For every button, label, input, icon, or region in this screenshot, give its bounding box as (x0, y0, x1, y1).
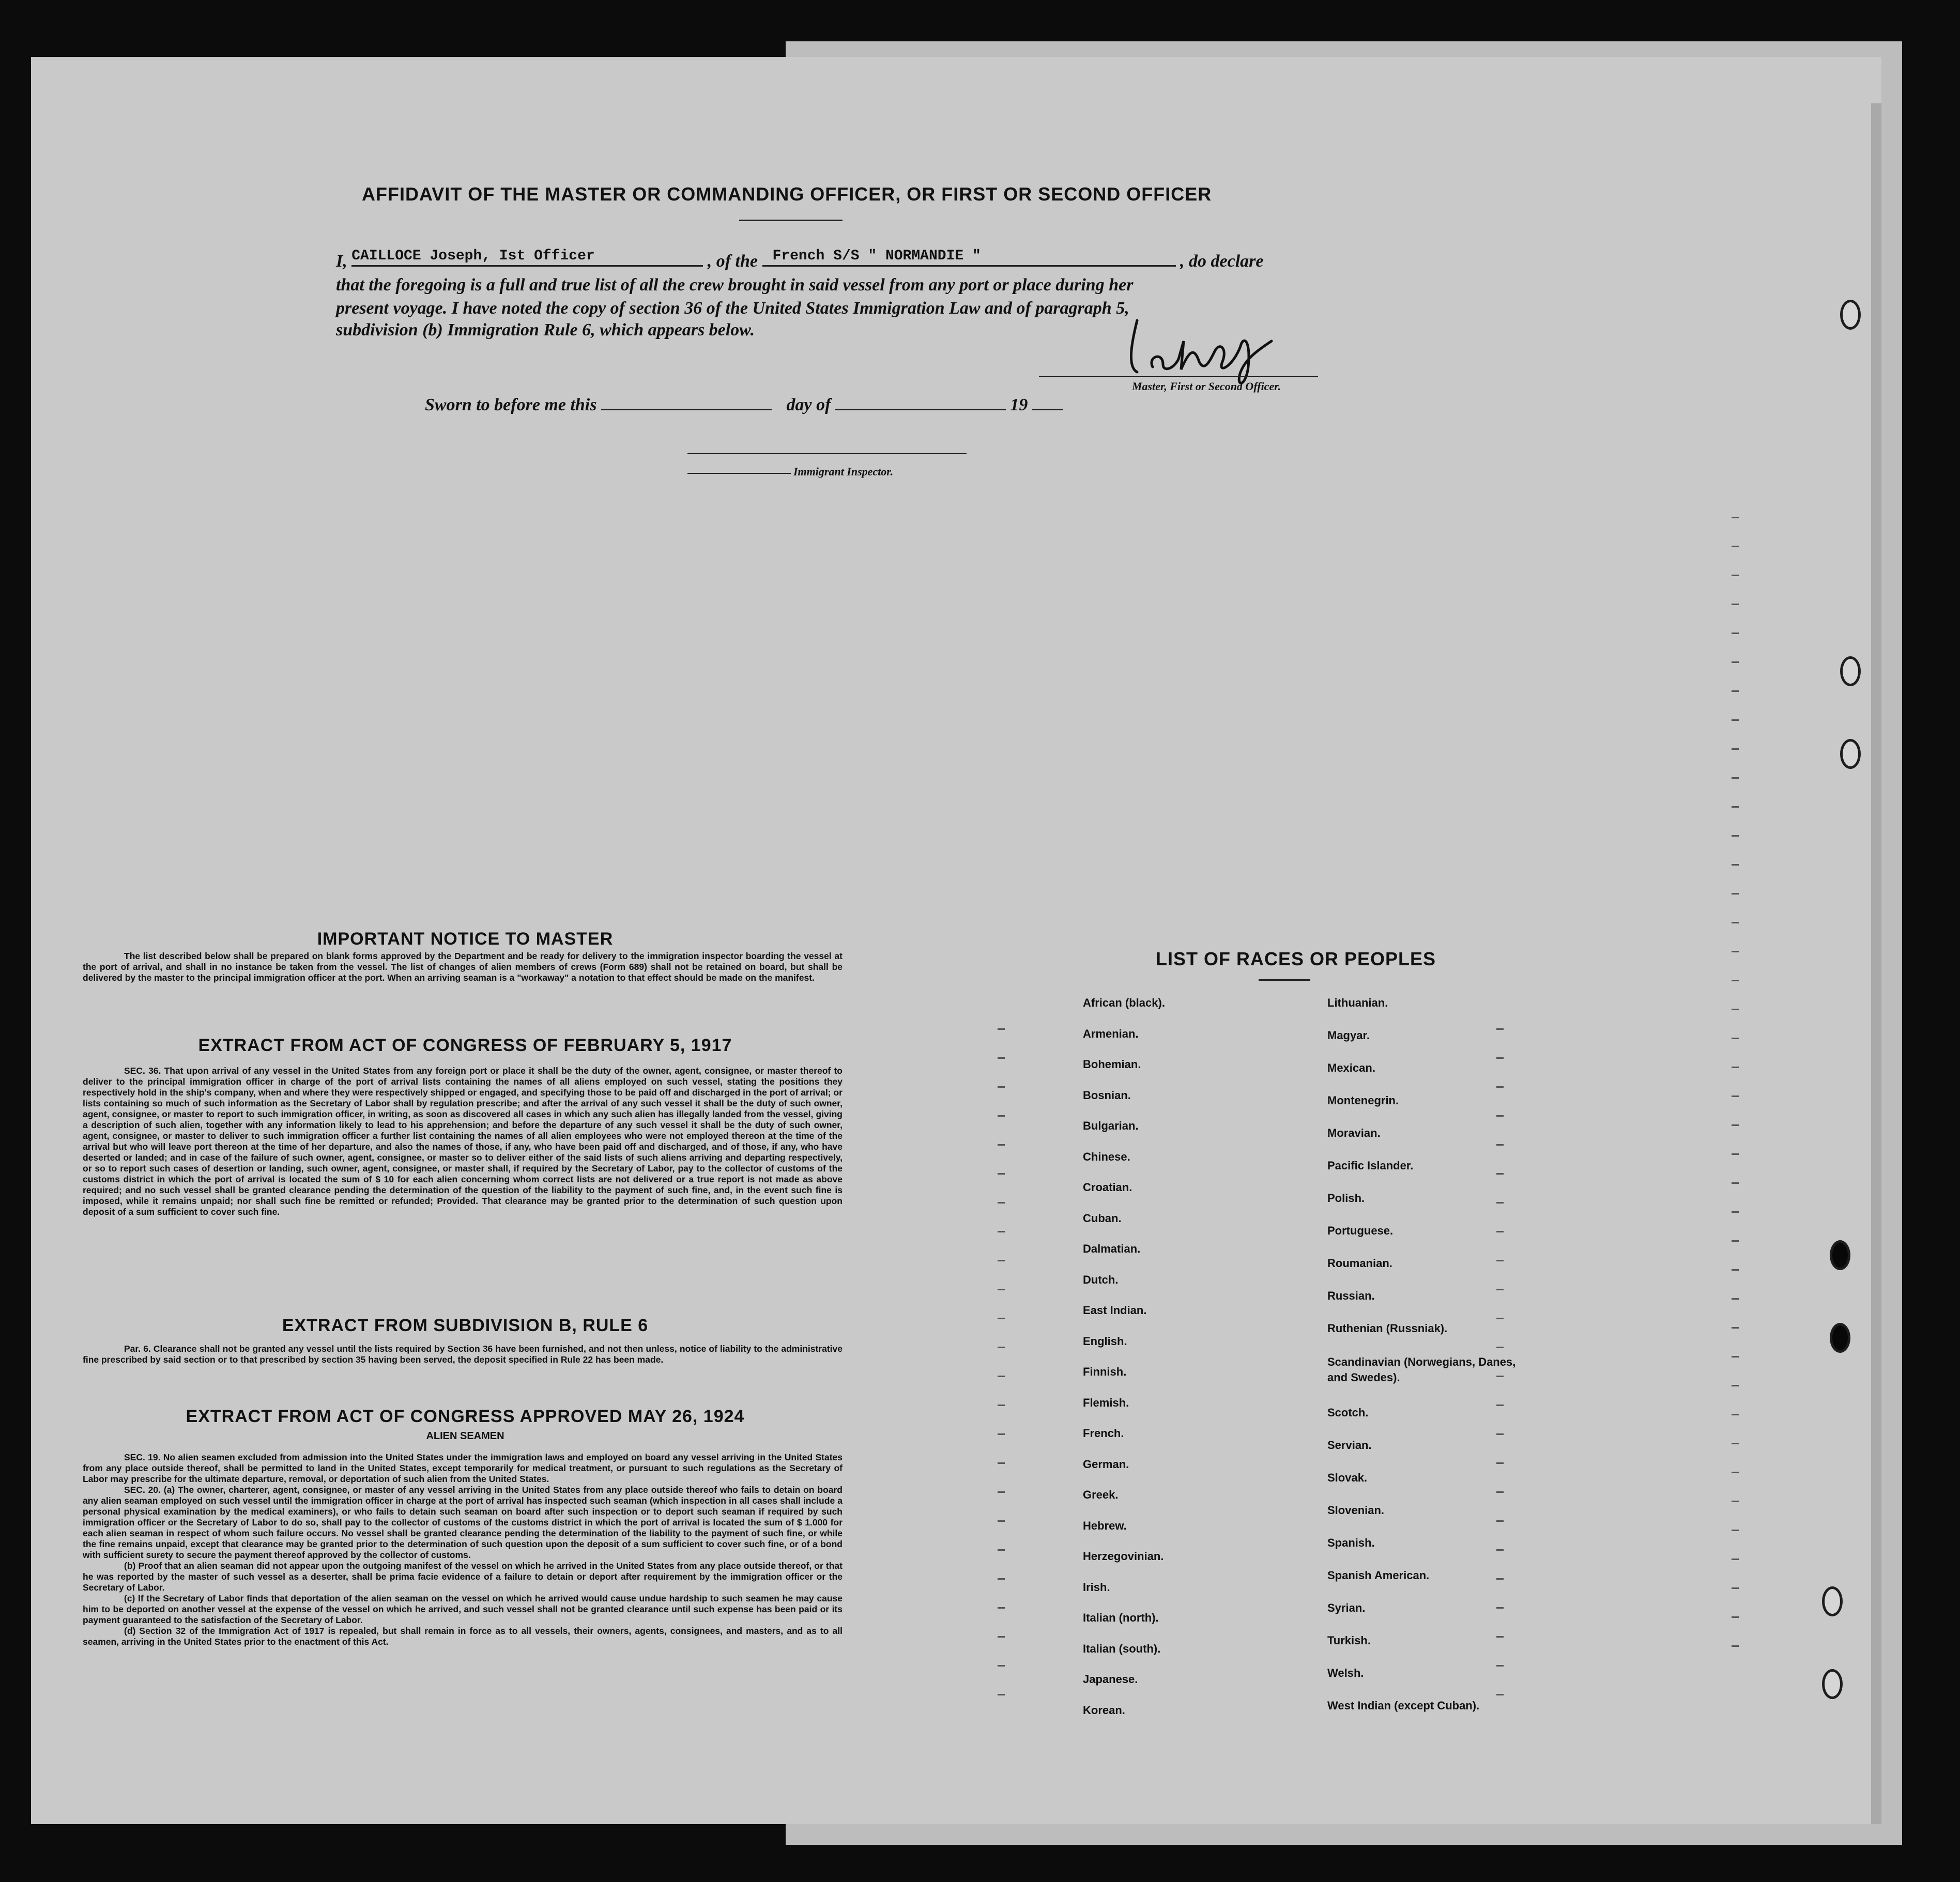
officer-name: CAILLOCE Joseph, Ist Officer (351, 248, 595, 264)
signature-line (1039, 376, 1318, 377)
race-item: Spanish. (1327, 1536, 1375, 1549)
race-item: Welsh. (1327, 1667, 1364, 1679)
inspector-caption: Immigrant Inspector. (793, 465, 894, 478)
binder-hole (1830, 1240, 1850, 1270)
sworn-year: 19 (1010, 395, 1028, 414)
sec-19-paragraph: SEC. 19. No alien seamen excluded from admission into the United States under the immigration laws and employed on board any vessel arriving in the United States from any place outside thereof, shall be permitted to land in the United States, except temporarily for medical treatment, or pursuant to such regulations as the Secretary of Labor may prescribe for the ultimate departure, removal, or deportation of such alien from the United States. (83, 1452, 843, 1484)
race-item: Magyar. (1327, 1029, 1370, 1042)
sec-20a-paragraph: SEC. 20. (a) The owner, charterer, agent, consignee, or master of any vessel arriving in the United States from any place outside thereof who fails to detain on board any alien seaman employed on such vessel until the immigration officer in charge at the port of arrival has inspected such seaman (which inspection in all cases shall include a personal physical examination by the medical examiners), or who fails to detain such seaman on board after such inspection or to deport such seaman if required by such immigration officer or the Secretary of Labor to do so, shall pay to the collector of customs of the customs district in which the port of arrival is located the sum of $ 1.000 for each alien seaman in respect of whom such failure occurs. No vessel shall be granted clearance pending the determination of the liability to the payment of such fine, or while the fine remains unpaid, except that clearance may be granted prior to the determination of such question upon the deposit of a sum sufficient to cover such fine, or of a bond with sufficient surety to secure the payment thereof approved by the collector of customs. (83, 1485, 843, 1560)
binder-hole (1840, 656, 1861, 686)
sec-20d-paragraph: (d) Section 32 of the Immigration Act of 1917 is repealed, but shall remain in force as to all vessels, their owners, agents, consignees, and masters, and as to all seamen, arriving in the United States prior to the enactment of this Act. (83, 1626, 843, 1647)
extract-1924-heading: EXTRACT FROM ACT OF CONGRESS APPROVED MAY 26, 1924 (186, 1407, 745, 1426)
race-item: Bohemian. (1083, 1058, 1141, 1071)
race-item: Lithuanian. (1327, 996, 1388, 1009)
race-item: Turkish. (1327, 1634, 1371, 1647)
race-item: Roumanian. (1327, 1257, 1392, 1270)
race-item: German. (1083, 1457, 1129, 1471)
sec-20c-paragraph: (c) If the Secretary of Labor finds that deportation of the alien seaman on the vessel on which he arrived would cause undue hardship to such seamen he may cause him to be deported on another vessel at the expense of the vessel on which he arrived, and such vessel shall not be granted clearance until such expense has been paid or its payment guaranteed to the satisfaction of the Secretary of Labor. (83, 1593, 843, 1625)
race-item: French. (1083, 1427, 1124, 1440)
race-item: Mexican. (1327, 1061, 1375, 1074)
race-item: East Indian. (1083, 1304, 1147, 1317)
bleed-through-dashes (998, 1028, 1060, 1029)
section-36-paragraph: SEC. 36. That upon arrival of any vessel in the United States from any foreign port or place it shall be the duty of the owner, agent, consignee, or master thereof to deliver to the principal immigration officer in charge of the port of arrival lists containing the names of all aliens employed on such vessel, stating the positions they respectively hold in the ship's company, when and where they were respectively shipped or engaged, and specifying those to be paid off and discharged in the port of arrival; or lists containing so much of such information as the Secretary of Labor shall by regulation prescribe; and after the arrival of any such vessel it shall be the duty of such owner, agent, consignee, or master to report to such immigration officer, in writing, as soon as discovered all cases in which any such alien has illegally landed from the vessel, giving a description of such alien, together with any information likely to lead to his apprehension; and before the departure of any such vessel it shall be the duty of such owner, agent, consignee, or master to deliver to such immigration officer a further list containing the names of all alien employees who were not employed thereon at the time of the arrival but who will leave port thereon at the time of her departure, and also the names of those, if any, who have been paid off and discharged, and of those, if any, who have deserted or landed; and in case of the failure of such owner, agent, consignee, or master so to deliver either of the said lists of such aliens arriving and departing respectively, or so to report such cases of desertion or landing, such owner, agent, consignee, or master shall, if required by the Secretary of Labor, pay to the collector of customs of the customs district in which the port of arrival is located the sum of $ 10 for each alien concerning whom correct lists are not delivered or a true report is not made as above required; and no such vessel shall be granted clearance pending the determination of the question of the liability to the payment of such fine, and, in the event such fine is imposed, while it remains unpaid; nor shall such fine be remitted or refunded; Provided. That clearance may be granted prior to the determination of such question upon deposit of a sum sufficient to cover such fine. (83, 1066, 843, 1217)
race-item: Herzegovinian. (1083, 1550, 1164, 1563)
race-item: Italian (north). (1083, 1611, 1159, 1624)
extract-1917-text (83, 1066, 843, 1217)
notice-paragraph: The list described below shall be prepared on blank forms approved by the Department and be ready for delivery to the immigration inspector boarding the vessel at the port of arrival, and shall in no instance be taken from the vessel. The list of changes of alien members of crews (Form 689) shall not be retained on board, but shall be delivered by the master to the principal immigration officer at the port. When an arriving seaman is a "workaway" a notation to that effect should be made on the manifest. (83, 951, 843, 983)
race-item: Scandinavian (Norwegians, Danes, and Swedes). (1327, 1355, 1516, 1384)
race-item: Irish. (1083, 1580, 1110, 1594)
extract-rule6-heading: EXTRACT FROM SUBDIVISION B, RULE 6 (282, 1316, 649, 1335)
races-heading: LIST OF RACES OR PEOPLES (1156, 948, 1436, 969)
race-item: Pacific Islander. (1327, 1159, 1414, 1172)
race-item: Bulgarian. (1083, 1119, 1139, 1132)
race-item: Moravian. (1327, 1127, 1381, 1139)
declaration-line-3: present voyage. I have noted the copy of section 36 of the United States Immigration Law and of paragraph 5, (336, 299, 1129, 318)
race-item: Ruthenian (Russniak). (1327, 1322, 1448, 1335)
notice-heading: IMPORTANT NOTICE TO MASTER (317, 929, 614, 949)
affidavit-heading: AFFIDAVIT OF THE MASTER OR COMMANDING OFFICER, OR FIRST OR SECOND OFFICER (362, 183, 1212, 205)
race-item: Portuguese. (1327, 1224, 1394, 1237)
binder-hole (1840, 300, 1861, 330)
extract-1924-text (83, 1452, 843, 1647)
race-item: West Indian (except Cuban). (1327, 1699, 1480, 1712)
race-item: Chinese. (1083, 1150, 1130, 1163)
race-item: African (black). (1083, 996, 1165, 1009)
race-item: Italian (south). (1083, 1642, 1161, 1655)
officer-name-blank (351, 248, 703, 267)
declaration-line-1 (336, 248, 1264, 271)
signature-caption: Master, First or Second Officer. (1132, 380, 1281, 393)
race-item: Servian. (1327, 1439, 1372, 1452)
declaration-line-4: subdivision (b) Immigration Rule 6, which appears below. (336, 320, 755, 340)
race-item: Dalmatian. (1083, 1242, 1141, 1255)
divider (1259, 979, 1310, 981)
sworn-prefix: Sworn to before me this (425, 395, 597, 414)
extract-rule6-text (83, 1344, 843, 1365)
race-item: Croatian. (1083, 1181, 1132, 1194)
bleed-through-dashes (1496, 1028, 1558, 1029)
sworn-line (425, 395, 1063, 415)
sec-20b-paragraph: (b) Proof that an alien seaman did not appear upon the outgoing manifest of the vessel on which he arrived in the United States from any place outside thereof, or that he was reported by the master of such vessel as a deserter, shall be prima facie evidence of a failure to detain or deport after requirement by the immigration officer or the Secretary of Labor. (83, 1561, 843, 1593)
do-declare-text: , do declare (1180, 252, 1264, 271)
alien-seamen-subheading: ALIEN SEAMEN (426, 1430, 504, 1442)
race-item: Slovak. (1327, 1471, 1368, 1484)
extract-1917-heading: EXTRACT FROM ACT OF CONGRESS OF FEBRUARY 5, 1917 (198, 1036, 732, 1055)
race-item: Dutch. (1083, 1273, 1119, 1286)
race-item: Syrian. (1327, 1601, 1366, 1614)
of-the-text: , of the (707, 252, 758, 271)
race-item: Japanese. (1083, 1673, 1138, 1686)
race-item: Hebrew. (1083, 1519, 1127, 1532)
paragraph-6: Par. 6. Clearance shall not be granted any vessel until the lists required by Section 36 have been furnished, and not then unless, notice of liability to the administrative fine prescribed by said section or to that prescribed by section 35 having been served, the deposit specified in Rule 22 has been made. (83, 1344, 843, 1365)
race-item: Armenian. (1083, 1027, 1139, 1040)
race-item: Spanish American. (1327, 1569, 1430, 1582)
race-item: Polish. (1327, 1192, 1365, 1205)
race-item: Greek. (1083, 1488, 1119, 1501)
inspector-line (687, 473, 791, 474)
divider (739, 220, 843, 221)
sworn-day: day of (786, 395, 831, 414)
vessel-blank (762, 248, 1176, 267)
binder-hole (1822, 1669, 1843, 1699)
inspector-line (687, 453, 967, 454)
notice-text (83, 951, 843, 983)
race-item: Scotch. (1327, 1406, 1369, 1419)
binder-hole (1822, 1586, 1843, 1616)
race-item: Finnish. (1083, 1365, 1127, 1378)
declaration-line-2: that the foregoing is a full and true list of all the crew brought in said vessel from any port or place during her (336, 275, 1134, 295)
race-item: Slovenian. (1327, 1504, 1385, 1517)
race-item: Korean. (1083, 1703, 1125, 1717)
pronoun: I, (336, 252, 347, 271)
page-edge (1871, 103, 1881, 1824)
race-item: Bosnian. (1083, 1088, 1131, 1102)
race-item: English. (1083, 1334, 1127, 1348)
race-item: Montenegrin. (1327, 1094, 1399, 1107)
vessel-name: French S/S " NORMANDIE " (772, 248, 981, 264)
race-item: Flemish. (1083, 1396, 1129, 1409)
binder-hole (1830, 1323, 1850, 1353)
binder-hole (1840, 739, 1861, 769)
race-item: Cuban. (1083, 1211, 1122, 1225)
race-item: Russian. (1327, 1289, 1375, 1302)
